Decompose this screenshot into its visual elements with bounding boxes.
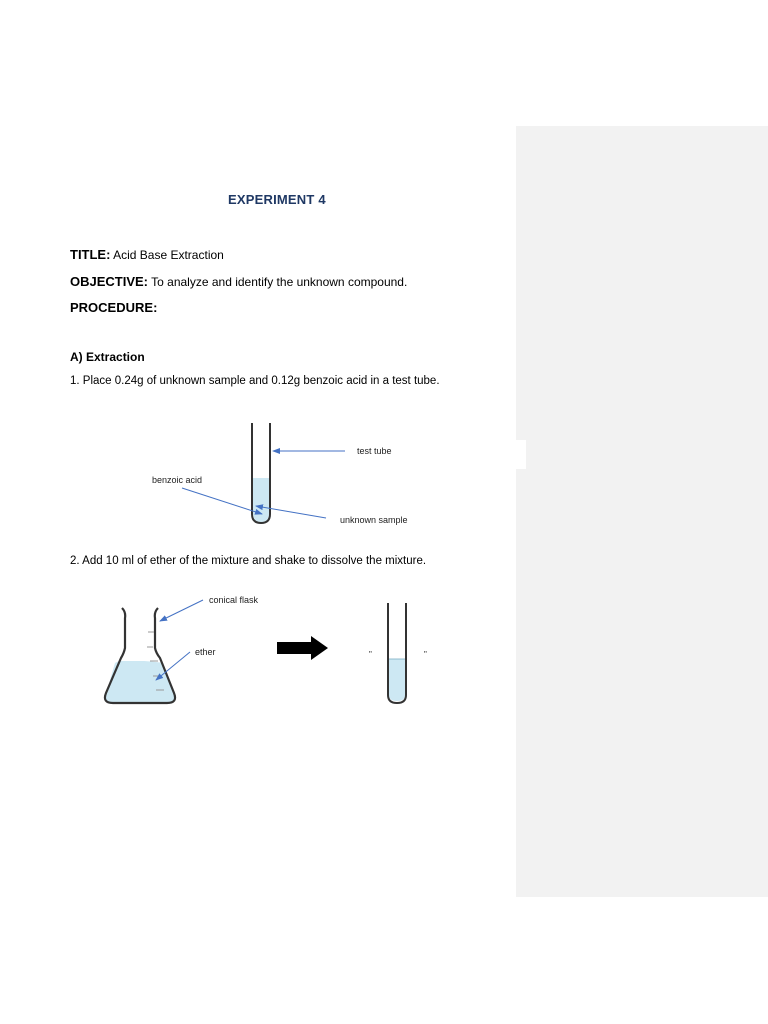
objective-label: OBJECTIVE: — [70, 274, 149, 289]
conical-flask-arrow — [160, 600, 203, 621]
experiment-heading: EXPERIMENT 4 — [228, 192, 326, 207]
section-a-heading: A) Extraction — [70, 350, 145, 364]
title-value: Acid Base Extraction — [113, 248, 224, 262]
test-tube-2-liquid — [389, 659, 405, 701]
tick-mark-left: " — [369, 650, 372, 659]
procedure-label: PROCEDURE: — [70, 300, 158, 315]
objective-value: To analyze and identify the unknown compound. — [151, 275, 408, 289]
benzoic-acid-arrow — [182, 488, 262, 514]
label-test-tube: test tube — [357, 446, 392, 456]
label-conical-flask: conical flask — [209, 595, 259, 605]
title-label: TITLE: — [70, 247, 111, 262]
tick-mark-right: " — [424, 650, 427, 659]
flask-diagram — [105, 595, 427, 703]
step-2: 2. Add 10 ml of ether of the mixture and shake to dissolve the mixture. — [70, 555, 427, 567]
test-tube-liquid — [253, 478, 269, 522]
process-arrow — [277, 636, 328, 660]
test-tube-diagram — [152, 423, 408, 525]
step-1: 1. Place 0.24g of unknown sample and 0.12g benzoic acid in a test tube. — [70, 375, 440, 387]
label-ether: ether — [195, 647, 216, 657]
label-benzoic-acid: benzoic acid — [152, 475, 203, 485]
label-unknown-sample: unknown sample — [340, 515, 408, 525]
